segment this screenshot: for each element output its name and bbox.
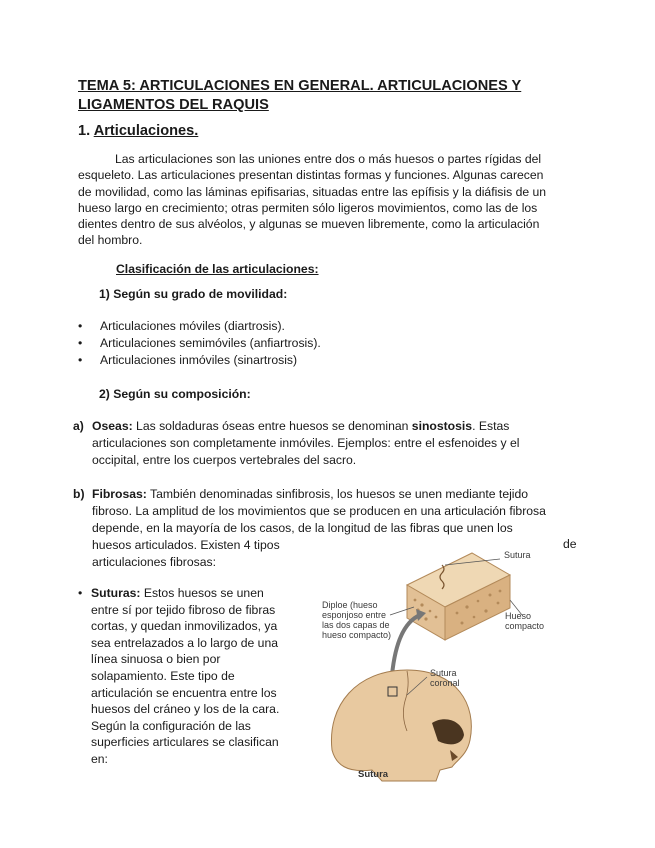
fibrosas-line-4: huesos articulados. Existen 4 tipos xyxy=(92,538,280,552)
paragraph-line: dientes dentro de sus alvéolos, y algunas se mueven libremente, como la articulación xyxy=(78,217,540,232)
oseas-term: Oseas: xyxy=(92,419,133,433)
fibrosas-term: Fibrosas: xyxy=(92,487,147,501)
fibrosas-line-2: fibroso. La amplitud de los movimientos que se producen en una articulación fibrosa xyxy=(92,504,546,518)
paragraph-line: de movilidad, como las láminas epifisarias, situadas entre las epífisis y la diáfisis de un xyxy=(78,184,547,199)
suturas-line: articulación se encuentra entre los xyxy=(91,685,277,700)
list-item: • Articulaciones semimóviles (anfiartrosis). xyxy=(78,335,558,352)
suturas-line: solapamiento. Este tipo de xyxy=(91,668,235,683)
label-sutura-top: Sutura xyxy=(504,550,531,560)
suturas-item xyxy=(78,585,298,768)
oseas-line-3: occipital, entre los cuerpos vertebrales del sacro. xyxy=(92,453,357,467)
title-line-1: TEMA 5: ARTICULACIONES EN GENERAL. ARTICULACIONES Y xyxy=(78,78,522,94)
fibrosas-line-3: depende, en la mayoría de los casos, de la longitud de las fibras que unen los xyxy=(92,521,513,535)
oseas-text: Las soldaduras óseas entre huesos se denominan xyxy=(132,419,412,433)
paragraph-line: esqueleto. Las articulaciones presentan distintas formas y funciones. Algunas carecen xyxy=(78,168,544,183)
suturas-line: huesos del cráneo y los de la cara. xyxy=(91,702,280,717)
fibrosas-line-4-end: de xyxy=(563,537,577,551)
item-label: a) xyxy=(73,419,84,433)
intro-paragraph xyxy=(78,151,578,249)
label-diploe: Diploe (hueso esponjoso entre las dos capas de hueso compacto) xyxy=(322,600,392,640)
suturas-line: entre sí por tejido fibroso de fibras xyxy=(91,602,276,617)
fibrosas-text: También denominadas sinfibrosis, los huesos se unen mediante tejido xyxy=(146,487,529,501)
suturas-line: Estos huesos se unen xyxy=(140,586,264,600)
list-item: • Articulaciones inmóviles (sinartrosis) xyxy=(78,352,558,369)
section-number: 1. xyxy=(78,123,91,139)
suturas-line: sea entrelazados a lo largo de una xyxy=(91,635,279,650)
suturas-line: Según la configuración de las xyxy=(91,718,251,733)
suturas-line: superficies articulares se clasifican xyxy=(91,735,279,750)
bone-section-illustration xyxy=(407,553,510,640)
oseas-line-2: articulaciones son completamente inmóviles. Ejemplos: entre el esfenoides y el xyxy=(92,436,520,450)
suture-illustration xyxy=(312,545,582,785)
list-item: • Articulaciones móviles (diartrosis). xyxy=(78,318,558,335)
oseas-text-end: . Estas xyxy=(472,419,510,433)
suturas-line: en: xyxy=(91,751,108,766)
movilidad-heading: 1) Según su grado de movilidad: xyxy=(99,287,288,301)
section-title: Articulaciones. xyxy=(93,123,199,139)
suturas-term: Suturas: xyxy=(91,586,141,600)
movilidad-list xyxy=(78,318,558,369)
figure-caption: Sutura xyxy=(358,769,389,780)
item-label: b) xyxy=(73,487,85,501)
sinostosis-term: sinostosis xyxy=(411,419,473,433)
label-hueso-compacto: Hueso compacto xyxy=(505,611,545,631)
composicion-heading: 2) Según su composición: xyxy=(99,387,251,401)
oseas-item xyxy=(73,418,578,469)
suturas-line: línea sinuosa o bien por xyxy=(91,652,221,667)
section-heading-articulaciones xyxy=(78,123,198,139)
paragraph-line: Las articulaciones son las uniones entre dos o más huesos o partes rígidas del xyxy=(115,152,542,166)
title-line-2: LIGAMENTOS DEL RAQUIS xyxy=(78,97,269,113)
paragraph-line: del hombro. xyxy=(78,233,143,248)
document-title xyxy=(78,77,578,115)
bullet: • xyxy=(78,586,83,600)
paragraph-line: hueso largo en crecimiento; otras permiten sólo ligeros movimientos, como las de los xyxy=(78,200,538,215)
clasificacion-heading: Clasificación de las articulaciones: xyxy=(116,262,319,276)
suturas-line: cortas, y quedan inmovilizados, ya xyxy=(91,619,278,634)
suture-diagram-svg xyxy=(312,545,582,785)
fibrosas-line-5: articulaciones fibrosas: xyxy=(92,555,216,569)
label-sutura-coronal: Sutura coronal xyxy=(430,668,460,688)
